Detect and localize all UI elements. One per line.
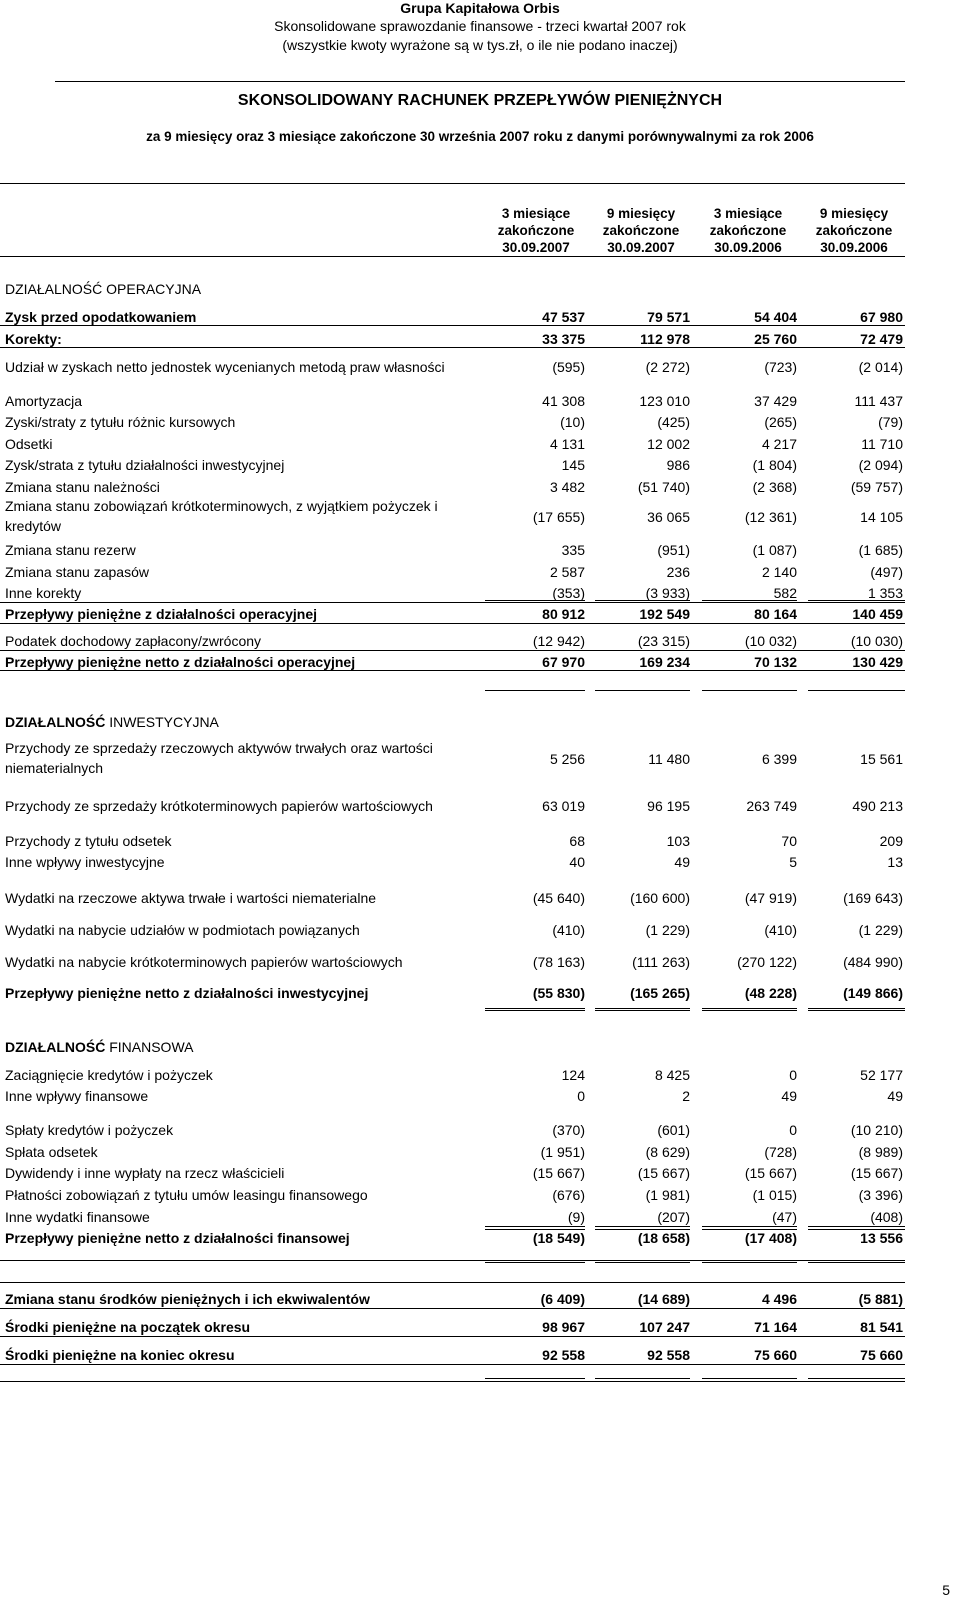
divider [502,256,590,257]
row-value: (8 989) [858,1144,903,1160]
row-value: 124 [561,1067,585,1083]
row-value: (18 658) [637,1230,690,1246]
row-value: 986 [666,457,690,473]
row-value: (165 265) [630,985,690,1001]
row-label: Zmiana stanu środków pieniężnych i ich ekwiwalentów [5,1291,370,1307]
row-label: Inne wpływy finansowe [5,1088,149,1104]
divider [607,256,695,257]
row-label: Przepływy pieniężne netto z działalności finansowej [5,1230,350,1246]
statement-title: SKONSOLIDOWANY RACHUNEK PRZEPŁYWÓW PIENIĘŻNYCH [237,92,723,109]
row-label: Przepływy pieniężne netto z działalności inwestycyjnej [5,985,369,1001]
table-row [0,563,960,581]
divider [485,690,585,691]
row-value: 490 213 [852,798,903,814]
row-value: (10 032) [744,633,797,649]
divider [808,1010,905,1011]
divider [808,690,905,691]
row-label: Przepływy pieniężne z działalności operacyjnej [5,606,317,622]
divider [0,1308,905,1309]
row-label: Zysk/strata z tytułu działalności inwestycyjnej [5,457,285,473]
table-row [0,832,960,850]
row-value: 75 660 [754,1347,797,1363]
row-value: (1 804) [752,457,797,473]
divider [808,1008,905,1009]
table-row [0,921,960,939]
divider [595,1229,690,1230]
row-value: (6 409) [540,1291,585,1307]
row-value: 67 970 [542,654,585,670]
row-value: (169 643) [843,890,903,906]
divider [0,1282,905,1283]
table-row [0,1229,960,1247]
row-label: Środki pieniężne na początek okresu [5,1319,251,1335]
row-value: 80 164 [754,606,797,622]
row-value: 75 660 [860,1347,903,1363]
row-value: (723) [764,359,797,375]
divider [808,600,905,601]
table-row [0,953,960,971]
row-value: 98 967 [542,1319,585,1335]
table-row [0,1186,960,1204]
row-value: 0 [789,1122,797,1138]
row-value: (2 368) [752,479,797,495]
row-value: 92 558 [542,1347,585,1363]
row-value: 72 479 [860,331,903,347]
row-value: 6 399 [761,751,797,767]
row-label: Wydatki na rzeczowe aktywa trwałe i wartości niematerialne [5,890,377,906]
row-value: 263 749 [746,798,797,814]
row-value: 41 308 [542,393,585,409]
row-value: 70 [781,833,797,849]
row-value: (17 408) [744,1230,797,1246]
row-value: (17 655) [532,509,585,525]
row-value: (370) [552,1122,585,1138]
divider [702,1260,797,1261]
table-row [0,435,960,453]
row-value: (1 981) [645,1187,690,1203]
table-row [0,984,960,1002]
row-label: Przepływy pieniężne netto z działalności operacyjnej [5,654,356,670]
row-value: (10) [560,414,585,430]
row-value: (1 685) [858,542,903,558]
table-row [0,1290,960,1308]
row-value: 92 558 [647,1347,690,1363]
divider [0,623,905,624]
row-value: 80 912 [542,606,585,622]
row-value: (14 689) [637,1291,690,1307]
row-value: (12 942) [532,633,585,649]
row-value: 54 404 [754,309,797,325]
row-label: Inne wydatki finansowe [5,1209,150,1225]
table-row [0,1318,960,1336]
divider [702,1226,797,1227]
row-value: 14 105 [860,509,903,525]
divider [485,1229,585,1230]
row-label: Odsetki [5,436,53,452]
divider [702,690,797,691]
row-value: (160 600) [630,890,690,906]
table-row [0,358,960,376]
column-header: 9 miesięcy zakończone 30.09.2006 [815,206,893,255]
row-value: (15 667) [532,1165,585,1181]
row-label: Spłaty kredytów i pożyczek [5,1122,174,1138]
table-row [0,1143,960,1161]
row-value: 1 353 [867,585,903,601]
row-value: (9) [567,1209,585,1225]
row-value: 4 131 [549,436,585,452]
row-value: (45 640) [532,890,585,906]
divider [485,1010,585,1011]
divider [818,256,905,257]
row-value: 11 710 [861,436,903,452]
row-value: 107 247 [639,1319,690,1335]
row-value: (48 228) [744,985,797,1001]
row-value: (79) [878,414,903,430]
row-value: (408) [870,1209,903,1225]
row-value: (51 740) [637,479,690,495]
row-value: (10 030) [850,633,903,649]
section-financing: DZIAŁALNOŚĆ FINANSOWA [5,1039,194,1055]
row-value: (8 629) [645,1144,690,1160]
row-label: Inne wpływy inwestycyjne [5,854,165,870]
row-value: 209 [879,833,903,849]
row-label: Zysk przed opodatkowaniem [5,309,197,325]
table-row [0,308,960,326]
row-value: (18 549) [532,1230,585,1246]
row-value: 13 556 [860,1230,903,1246]
table-row [0,456,960,474]
table-row [0,330,960,348]
row-value: (12 361) [744,509,797,525]
table-row [0,632,960,650]
divider [713,256,801,257]
divider [485,1260,585,1261]
divider [485,1226,585,1227]
row-value: (2 094) [858,457,903,473]
row-value: (10 210) [850,1122,903,1138]
table-row [0,797,960,815]
column-header: 3 miesiące zakończone 30.09.2007 [497,206,575,255]
table-row [0,498,960,534]
row-value: (1 229) [858,922,903,938]
section-operating: DZIAŁALNOŚĆ OPERACYJNA [5,281,202,297]
row-value: 49 [887,1088,903,1104]
divider [485,600,585,601]
row-value: 12 002 [647,436,690,452]
table-row [0,1087,960,1105]
row-value: (15 667) [850,1165,903,1181]
row-value: 4 217 [761,436,797,452]
row-value: (47 919) [744,890,797,906]
divider [595,1226,690,1227]
row-value: 335 [561,542,585,558]
row-value: (353) [552,585,585,601]
row-value: (55 830) [532,985,585,1001]
units-note: (wszystkie kwoty wyrażone są w tys.zł, o ile nie podano inaczej) [282,37,678,53]
row-value: 0 [789,1067,797,1083]
row-value: 0 [577,1088,585,1104]
divider [55,81,905,82]
row-value: 3 482 [549,479,585,495]
row-value: (2 014) [858,359,903,375]
table-row [0,653,960,671]
row-label: Zmiana stanu zobowiązań krótkoterminowych, z wyjątkiem pożyczek i kredytów [5,498,438,534]
row-value: 63 019 [542,798,585,814]
row-value: 47 537 [542,309,585,325]
row-label: Przychody ze sprzedaży rzeczowych aktywów trwałych oraz wartości niematerialnych [5,740,433,776]
divider [808,670,905,671]
row-value: 96 195 [647,798,690,814]
divider [808,1226,905,1227]
divider [595,1010,690,1011]
divider [808,1229,905,1230]
divider [808,1260,905,1261]
row-value: (59 757) [850,479,903,495]
row-value: (951) [657,542,690,558]
row-label: Udział w zyskach netto jednostek wycenianych metodą praw własności [5,359,445,375]
table-row [0,1346,960,1364]
row-value: 2 140 [761,564,797,580]
row-value: 140 459 [852,606,903,622]
divider [808,1378,905,1379]
row-value: (3 396) [858,1187,903,1203]
row-value: 81 541 [860,1319,903,1335]
row-value: (410) [552,922,585,938]
section-investing: DZIAŁALNOŚĆ INWESTYCYJNA [5,714,219,730]
table-row [0,889,960,907]
row-value: 15 561 [860,751,903,767]
divider [595,1260,690,1261]
row-label: Inne korekty [5,585,82,601]
divider [485,670,585,671]
row-value: (111 263) [632,954,690,970]
row-value: 11 480 [648,751,690,767]
row-label: Spłata odsetek [5,1144,98,1160]
divider [0,183,905,184]
row-label: Zmiana stanu należności [5,479,160,495]
divider [0,347,905,348]
row-value: (47) [772,1209,797,1225]
divider [702,1008,797,1009]
row-label: Przychody ze sprzedaży krótkoterminowych papierów wartościowych [5,798,433,814]
row-value: (595) [552,359,585,375]
divider [595,1008,690,1009]
row-value: (78 163) [532,954,585,970]
table-row [0,1121,960,1139]
row-label: Amortyzacja [5,393,83,409]
row-value: 582 [773,585,797,601]
row-value: (270 122) [737,954,797,970]
divider [595,670,690,671]
row-value: (265) [764,414,797,430]
row-value: 111 437 [854,393,903,409]
row-value: (1 087) [752,542,797,558]
column-header: 9 miesięcy zakończone 30.09.2007 [602,206,680,255]
row-label: Zyski/straty z tytułu różnic kursowych [5,414,236,430]
row-value: 33 375 [542,331,585,347]
row-value: 71 164 [754,1319,797,1335]
row-value: 40 [569,854,585,870]
column-header: 3 miesiące zakończone 30.09.2006 [709,206,787,255]
divider [702,600,797,601]
row-value: 25 760 [754,331,797,347]
row-value: 103 [666,833,690,849]
row-value: 8 425 [654,1067,690,1083]
row-value: (15 667) [744,1165,797,1181]
row-value: 79 571 [647,309,690,325]
row-value: (207) [657,1209,690,1225]
row-value: (1 951) [540,1144,585,1160]
divider [485,1008,585,1009]
row-label: Wydatki na nabycie udziałów w podmiotach powiązanych [5,922,360,938]
row-value: 145 [561,457,585,473]
row-value: 68 [569,833,585,849]
row-value: 49 [674,854,690,870]
row-value: 130 429 [852,654,903,670]
divider [702,602,797,603]
row-value: 2 [682,1088,690,1104]
row-value: 5 256 [549,751,585,767]
row-value: 2 587 [549,564,585,580]
divider [0,1336,905,1337]
row-value: (149 866) [843,985,903,1001]
table-row [0,740,960,776]
divider [595,1262,690,1263]
row-label: Zmiana stanu zapasów [5,564,149,580]
row-value: (410) [764,922,797,938]
table-row [0,1164,960,1182]
row-label: Środki pieniężne na koniec okresu [5,1347,235,1363]
divider [808,602,905,603]
table-row [0,853,960,871]
divider [0,1364,905,1365]
divider [702,1378,797,1379]
row-value: 70 132 [754,654,797,670]
row-label: Zaciągnięcie kredytów i pożyczek [5,1067,213,1083]
row-label: Wydatki na nabycie krótkoterminowych papierów wartościowych [5,954,403,970]
row-label: Przychody z tytułu odsetek [5,833,172,849]
row-label: Podatek dochodowy zapłacony/zwrócony [5,633,262,649]
row-value: 169 234 [639,654,690,670]
table-row [0,1208,960,1226]
row-label: Płatności zobowiązań z tytułu umów leasingu finansowego [5,1187,368,1203]
row-value: 123 010 [639,393,690,409]
row-value: (23 315) [637,633,690,649]
row-value: (1 229) [645,922,690,938]
divider [0,325,905,326]
divider [0,1381,905,1382]
row-value: 36 065 [647,509,690,525]
table-row [0,605,960,623]
row-value: 67 980 [860,309,903,325]
row-value: 5 [789,854,797,870]
divider [702,670,797,671]
company-name: Grupa Kapitałowa Orbis [400,0,560,16]
row-value: (425) [657,414,690,430]
row-value: (3 933) [645,585,690,601]
table-row [0,413,960,431]
row-label: Korekty: [5,331,62,347]
row-value: (15 667) [637,1165,690,1181]
divider [595,690,690,691]
divider [808,1262,905,1263]
row-label: Dywidendy i inne wypłaty na rzecz właścicieli [5,1165,285,1181]
divider [702,1262,797,1263]
divider [595,600,690,601]
divider [485,1262,585,1263]
divider [595,1378,690,1379]
table-row [0,478,960,496]
report-subtitle: Skonsolidowane sprawozdanie finansowe - trzeci kwartał 2007 rok [274,18,686,34]
row-value: (728) [764,1144,797,1160]
divider [595,602,690,603]
row-value: (484 990) [843,954,903,970]
row-label: Zmiana stanu rezerw [5,542,136,558]
table-row [0,541,960,559]
row-value: (497) [870,564,903,580]
page-number: 5 [942,1582,950,1598]
row-value: 192 549 [639,606,690,622]
divider [0,650,905,651]
table-row [0,392,960,410]
row-value: 13 [887,854,903,870]
row-value: (601) [657,1122,690,1138]
table-row [0,1066,960,1084]
row-value: (5 881) [858,1291,903,1307]
divider [485,1378,585,1379]
row-value: 112 978 [640,331,690,347]
row-value: 52 177 [860,1067,903,1083]
row-value: (1 015) [752,1187,797,1203]
divider [485,602,585,603]
row-value: (676) [552,1187,585,1203]
row-value: 49 [781,1088,797,1104]
divider [702,1010,797,1011]
divider [702,1229,797,1230]
row-value: (2 272) [645,359,690,375]
row-value: 4 496 [761,1291,797,1307]
row-value: 236 [666,564,690,580]
statement-period: za 9 miesięcy oraz 3 miesiące zakończone 30 września 2007 roku z danymi porównywalnymi za rok 2006 [146,129,814,144]
row-value: 37 429 [754,393,797,409]
